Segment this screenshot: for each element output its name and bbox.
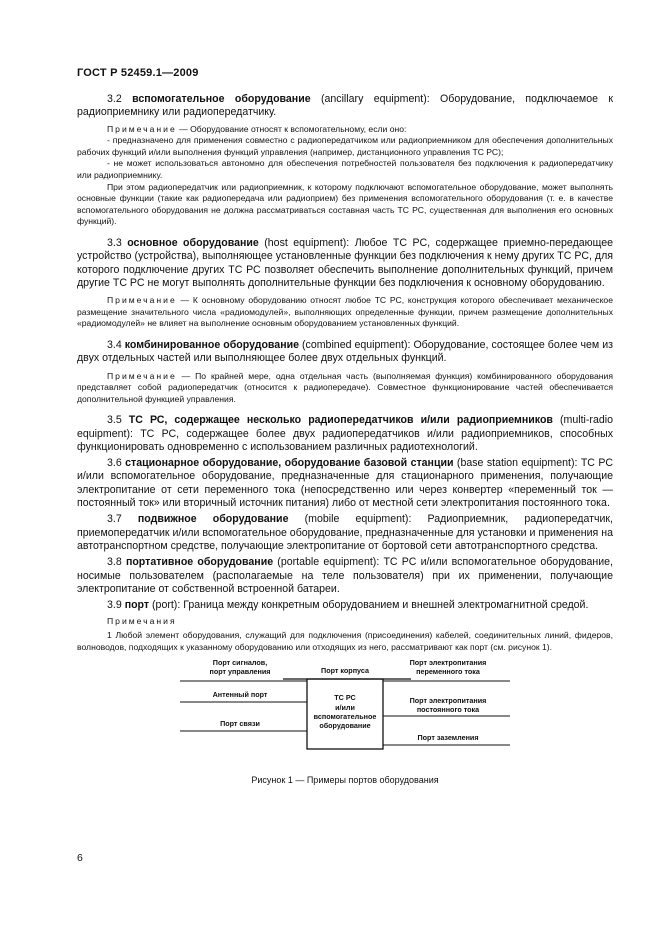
clause-3-7: 3.7 подвижное оборудование (mobile equipment): Радиоприемник, радиопередатчик, приемопередатчик и/или вспомогательное оборудование, предназначенные для установки и применения на автотранспортном средстве, получающие электропитание от бортовой сети автотранспортного средства. — [77, 513, 613, 552]
term-3-6: стационарное оборудование, оборудование базовой станции — [125, 457, 454, 470]
clause-3-4: 3.4 комбинированное оборудование (combined equipment): Оборудование, состоящее более чем из двух отдельных частей или выполняющее более двух отдельных функций. — [77, 338, 613, 365]
page-number: 6 — [77, 852, 83, 864]
label-comm-port: Порт связи — [220, 719, 260, 729]
figure-1-ports-diagram — [77, 657, 613, 767]
note-3-2-end: При этом радиопередатчик или радиоприемник, к которому подключают вспомогательное оборудование, может выполнять основные функции (такие как радиопередача или радиоприем) без применения вспомогательного оборудования (т. е. в качестве вспомогательного оборудования не должна рассматриваться составная часть ТС РС, существенная для выполнения его основных функций). — [77, 181, 613, 227]
clause-3-9: 3.9 порт (port): Граница между конкретным оборудованием и внешней электромагнитной средой. — [107, 599, 589, 612]
note-3-9-1: 1 Любой элемент оборудования, служащий для подключения (присоединения) кабелей, соединительных линий, фидеров, волноводов, подходящих к указанному оборудованию или отходящих из него, рассматривают как порт (см. рисунок 1). — [77, 630, 613, 652]
term-3-8: портативное оборудование — [125, 556, 274, 569]
label-ground-port: Порт заземления — [417, 733, 479, 743]
label-signal-control-port: Порт сигналов, порт управления — [209, 658, 271, 676]
figure-1-caption: Рисунок 1 — Примеры портов оборудования — [251, 775, 439, 786]
notes-3-9-label: Примечания — [107, 616, 177, 627]
label-antenna-port: Антенный порт — [212, 690, 268, 700]
clause-3-8: 3.8 портативное оборудование (portable equipment): ТС РС и/или вспомогательное оборудование, носимые пользователем (располагаемые на теле пользователя) при их применении, получающие электропитание от собственной встроенной батареи. — [77, 556, 613, 595]
term-3-7: подвижное оборудование — [137, 513, 289, 526]
equipment-box-label: ТС РС и/или вспомогательное оборудование — [313, 693, 377, 731]
clause-3-3: 3.3 основное оборудование (host equipment): Любое ТС РС, содержащее приемно-передающее устройство (устройства), выполняющее установленные функции без подключения к нему других ТС РС, для которого подключение других ТС РС позволяет обеспечить выполнение дополнительных функций, причем другие ТС РС не могут выполнять дополнительные функции без подключения к основному оборудованию. — [77, 236, 613, 289]
standard-code: ГОСТ Р 52459.1—2009 — [77, 67, 199, 79]
clause-3-6: 3.6 стационарное оборудование, оборудование базовой станции (base station equipment): ТС РС и/или вспомогательное оборудование, предназначенные для стационарного применения, получающие электропитание от сети переменного тока (непосредственно или через конвертер «переменный ток — постоянный ток» или вторичный источник питания) либо от местной сети электропитания постоянного тока. — [77, 457, 613, 510]
clause-3-5: 3.5 ТС РС, содержащее несколько радиопередатчиков и/или радиоприемников (multi-radio equipment): ТС РС, содержащее более двух радиопередатчиков и/или радиоприемников, способных функционировать одновременно с использованием различных радиотехнологий. — [77, 414, 613, 453]
term-3-4: комбинированное оборудование — [124, 338, 299, 351]
note-3-2: Примечание — Оборудование относят к вспомогательному, если оно: — [107, 123, 407, 134]
note-3-4: Примечание — По крайней мере, одна отдельная часть (выполняемая функция) комбинированного оборудования представляет собой радиопередатчик (относится к радиопередаче). Совместное функционирование частей обеспечивается дополнительной функцией управления. — [77, 370, 613, 404]
note-3-3: Примечание — К основному оборудованию относят любое ТС РС, конструкция которого обеспечивает механическое размещение значительного числа «радиомодулей», выполняющих определенные функции, причем размещение дополнительных «радиомодулей» не влияет на выполнение основным оборудованием установленных функций. — [77, 295, 613, 329]
label-enclosure-port: Порт корпуса — [321, 666, 369, 676]
label-ac-power-port: Порт электропитания переменного тока — [409, 658, 487, 676]
note-3-2-item-1: - предназначено для применения совместно с радиопередатчиком или радиоприемником для обеспечения дополнительных рабочих функций и/или выполнения функций управления (например, дистанционного управления ТС РС); — [77, 135, 613, 157]
clause-3-2: 3.2 вспомогательное оборудование (ancillary equipment): Оборудование, подключаемое к радиоприемнику или радиопередатчику. — [77, 93, 613, 119]
document-body — [77, 93, 613, 785]
term-3-3: основное оборудование — [127, 236, 259, 249]
term-3-5: ТС РС, содержащее несколько радиопередатчиков и/или радиоприемников — [128, 414, 553, 427]
term-3-2: вспомогательное оборудование — [132, 93, 311, 105]
term-3-9: порт — [124, 599, 150, 612]
note-3-2-item-2: - не может использоваться автономно для обеспечения потребностей пользователя без подключения к радиопередатчику или радиоприемнику. — [77, 158, 613, 180]
label-dc-power-port: Порт электропитания постоянного тока — [409, 696, 487, 714]
